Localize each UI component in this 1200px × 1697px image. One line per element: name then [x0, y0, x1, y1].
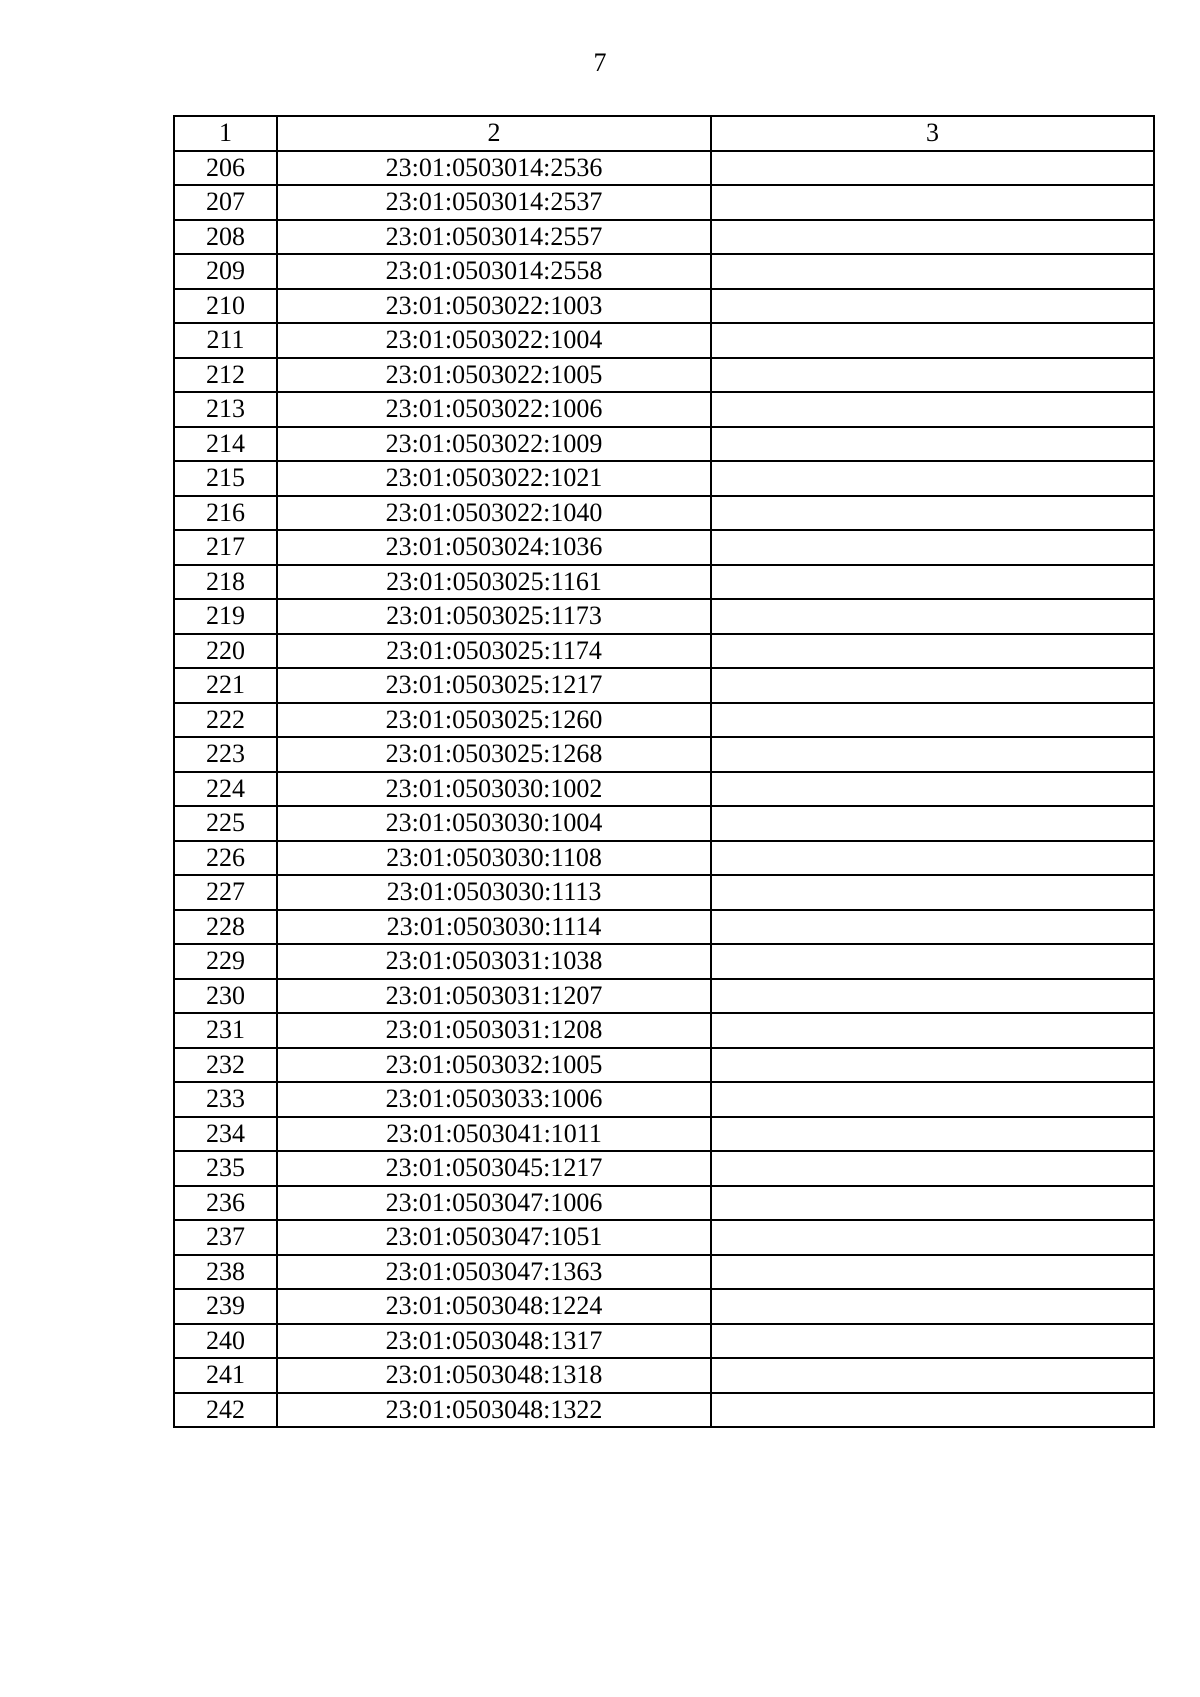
row-number-cell: 235: [174, 1151, 277, 1186]
table-row: [174, 979, 1154, 1014]
cadastral-number-cell: 23:01:0503047:1363: [277, 1255, 711, 1290]
row-number-cell: 215: [174, 461, 277, 496]
cadastral-number-cell: 23:01:0503045:1217: [277, 1151, 711, 1186]
cadastral-number-cell: 23:01:0503047:1051: [277, 1220, 711, 1255]
table-row: [174, 841, 1154, 876]
table-row: [174, 1255, 1154, 1290]
cadastral-number-cell: 23:01:0503024:1036: [277, 530, 711, 565]
note-cell: [711, 1151, 1154, 1186]
row-number-cell: 229: [174, 944, 277, 979]
table-row: [174, 530, 1154, 565]
table-row: [174, 358, 1154, 393]
cadastral-number-cell: 23:01:0503047:1006: [277, 1186, 711, 1221]
note-cell: [711, 1048, 1154, 1083]
note-cell: [711, 530, 1154, 565]
table-row: [174, 737, 1154, 772]
row-number-cell: 226: [174, 841, 277, 876]
row-number-cell: 208: [174, 220, 277, 255]
row-number-cell: 227: [174, 875, 277, 910]
table-row: [174, 1151, 1154, 1186]
table-row: [174, 703, 1154, 738]
note-cell: [711, 220, 1154, 255]
table-row: [174, 875, 1154, 910]
note-cell: [711, 737, 1154, 772]
note-cell: [711, 1186, 1154, 1221]
row-number-cell: 238: [174, 1255, 277, 1290]
row-number-cell: 222: [174, 703, 277, 738]
note-cell: [711, 703, 1154, 738]
cadastral-number-cell: 23:01:0503022:1006: [277, 392, 711, 427]
row-number-cell: 234: [174, 1117, 277, 1152]
note-cell: [711, 185, 1154, 220]
note-cell: [711, 461, 1154, 496]
cadastral-number-cell: 23:01:0503025:1217: [277, 668, 711, 703]
cadastral-number-cell: 23:01:0503025:1260: [277, 703, 711, 738]
row-number-cell: 240: [174, 1324, 277, 1359]
cadastral-number-cell: 23:01:0503022:1003: [277, 289, 711, 324]
note-cell: [711, 427, 1154, 462]
cadastral-number-cell: 23:01:0503022:1004: [277, 323, 711, 358]
table-row: [174, 461, 1154, 496]
cadastral-number-cell: 23:01:0503030:1002: [277, 772, 711, 807]
table-row: [174, 323, 1154, 358]
cadastral-number-cell: 23:01:0503048:1224: [277, 1289, 711, 1324]
note-cell: [711, 944, 1154, 979]
cadastral-number-cell: 23:01:0503025:1174: [277, 634, 711, 669]
cadastral-number-cell: 23:01:0503032:1005: [277, 1048, 711, 1083]
table-row: [174, 151, 1154, 186]
row-number-cell: 216: [174, 496, 277, 531]
cadastral-number-cell: 23:01:0503025:1173: [277, 599, 711, 634]
row-number-cell: 212: [174, 358, 277, 393]
note-cell: [711, 1289, 1154, 1324]
note-cell: [711, 323, 1154, 358]
row-number-cell: 239: [174, 1289, 277, 1324]
note-cell: [711, 392, 1154, 427]
row-number-cell: 218: [174, 565, 277, 600]
table-row: [174, 910, 1154, 945]
table-row: [174, 668, 1154, 703]
page-number: 7: [593, 48, 607, 77]
table-row: [174, 220, 1154, 255]
note-cell: [711, 254, 1154, 289]
cadastral-number-cell: 23:01:0503014:2557: [277, 220, 711, 255]
cadastral-number-cell: 23:01:0503014:2558: [277, 254, 711, 289]
note-cell: [711, 668, 1154, 703]
note-cell: [711, 151, 1154, 186]
row-number-cell: 241: [174, 1358, 277, 1393]
note-cell: [711, 910, 1154, 945]
table-row: [174, 1358, 1154, 1393]
cadastral-number-cell: 23:01:0503041:1011: [277, 1117, 711, 1152]
table-row: [174, 599, 1154, 634]
cadastral-number-cell: 23:01:0503048:1317: [277, 1324, 711, 1359]
table-row: [174, 1324, 1154, 1359]
table-row: [174, 1048, 1154, 1083]
table-row: [174, 1186, 1154, 1221]
cadastral-number-cell: 23:01:0503048:1318: [277, 1358, 711, 1393]
note-cell: [711, 772, 1154, 807]
note-cell: [711, 1013, 1154, 1048]
cadastral-number-cell: 23:01:0503022:1005: [277, 358, 711, 393]
note-cell: [711, 289, 1154, 324]
cadastral-number-cell: 23:01:0503030:1004: [277, 806, 711, 841]
column-header-1: 1: [174, 116, 277, 151]
cadastral-number-cell: 23:01:0503014:2536: [277, 151, 711, 186]
note-cell: [711, 1117, 1154, 1152]
cadastral-number-cell: 23:01:0503030:1108: [277, 841, 711, 876]
table-row: [174, 1013, 1154, 1048]
table-header-row: [174, 116, 1154, 151]
cadastral-number-cell: 23:01:0503030:1114: [277, 910, 711, 945]
note-cell: [711, 1358, 1154, 1393]
register-table: [173, 115, 1155, 1428]
row-number-cell: 230: [174, 979, 277, 1014]
table-row: [174, 1393, 1154, 1428]
cadastral-number-cell: 23:01:0503048:1322: [277, 1393, 711, 1428]
row-number-cell: 213: [174, 392, 277, 427]
table-body: [174, 116, 1154, 1427]
cadastral-number-cell: 23:01:0503022:1021: [277, 461, 711, 496]
table-row: [174, 254, 1154, 289]
row-number-cell: 217: [174, 530, 277, 565]
row-number-cell: 233: [174, 1082, 277, 1117]
note-cell: [711, 565, 1154, 600]
table-row: [174, 1082, 1154, 1117]
note-cell: [711, 979, 1154, 1014]
note-cell: [711, 1082, 1154, 1117]
row-number-cell: 206: [174, 151, 277, 186]
column-header-2: 2: [277, 116, 711, 151]
row-number-cell: 232: [174, 1048, 277, 1083]
row-number-cell: 231: [174, 1013, 277, 1048]
note-cell: [711, 841, 1154, 876]
cadastral-number-cell: 23:01:0503025:1268: [277, 737, 711, 772]
row-number-cell: 210: [174, 289, 277, 324]
note-cell: [711, 875, 1154, 910]
cadastral-number-cell: 23:01:0503022:1040: [277, 496, 711, 531]
cadastral-number-cell: 23:01:0503014:2537: [277, 185, 711, 220]
note-cell: [711, 634, 1154, 669]
row-number-cell: 221: [174, 668, 277, 703]
table-row: [174, 1289, 1154, 1324]
cadastral-number-cell: 23:01:0503031:1208: [277, 1013, 711, 1048]
cadastral-number-cell: 23:01:0503031:1207: [277, 979, 711, 1014]
note-cell: [711, 1220, 1154, 1255]
cadastral-number-cell: 23:01:0503031:1038: [277, 944, 711, 979]
table-row: [174, 427, 1154, 462]
row-number-cell: 224: [174, 772, 277, 807]
table-row: [174, 1220, 1154, 1255]
cadastral-number-cell: 23:01:0503033:1006: [277, 1082, 711, 1117]
row-number-cell: 225: [174, 806, 277, 841]
row-number-cell: 214: [174, 427, 277, 462]
cadastral-number-cell: 23:01:0503025:1161: [277, 565, 711, 600]
note-cell: [711, 599, 1154, 634]
row-number-cell: 237: [174, 1220, 277, 1255]
table-row: [174, 772, 1154, 807]
table-row: [174, 1117, 1154, 1152]
note-cell: [711, 1393, 1154, 1428]
cadastral-number-cell: 23:01:0503030:1113: [277, 875, 711, 910]
note-cell: [711, 1255, 1154, 1290]
row-number-cell: 211: [174, 323, 277, 358]
note-cell: [711, 358, 1154, 393]
column-header-3: 3: [711, 116, 1154, 151]
cadastral-number-cell: 23:01:0503022:1009: [277, 427, 711, 462]
row-number-cell: 219: [174, 599, 277, 634]
row-number-cell: 242: [174, 1393, 277, 1428]
row-number-cell: 207: [174, 185, 277, 220]
row-number-cell: 220: [174, 634, 277, 669]
table-row: [174, 496, 1154, 531]
row-number-cell: 223: [174, 737, 277, 772]
table-row: [174, 392, 1154, 427]
note-cell: [711, 1324, 1154, 1359]
note-cell: [711, 806, 1154, 841]
table-row: [174, 806, 1154, 841]
row-number-cell: 236: [174, 1186, 277, 1221]
table-row: [174, 289, 1154, 324]
table-row: [174, 634, 1154, 669]
table-row: [174, 944, 1154, 979]
note-cell: [711, 496, 1154, 531]
table-row: [174, 185, 1154, 220]
row-number-cell: 228: [174, 910, 277, 945]
table-row: [174, 565, 1154, 600]
row-number-cell: 209: [174, 254, 277, 289]
